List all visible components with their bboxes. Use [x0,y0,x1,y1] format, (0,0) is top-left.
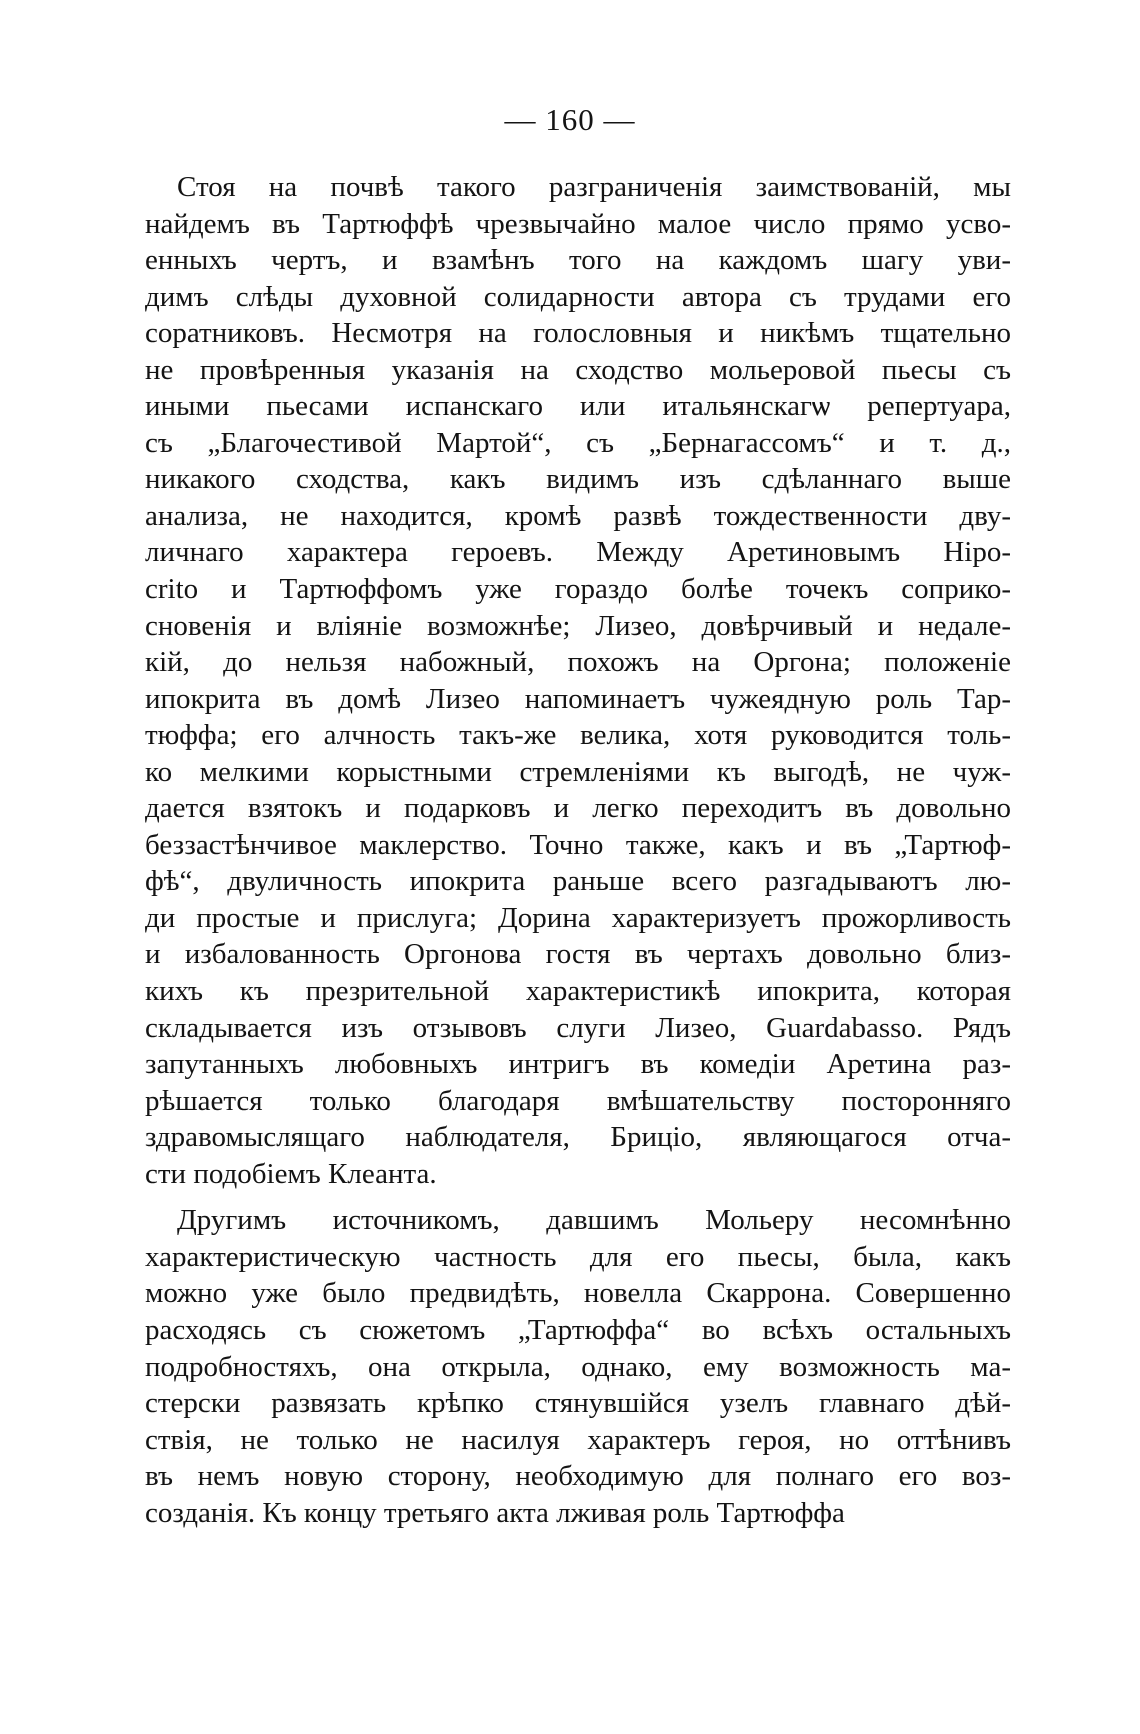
paragraph-gap [145,1192,1011,1202]
text-line: расходясь съ сюжетомъ „Тартюффа“ во всѣхъ остальныхъ [145,1313,1011,1346]
text-line: стерски развязать крѣпко стянувшійся узелъ главнаго дѣй- [145,1387,1011,1420]
text-line: анализа, не находится, кромѣ развѣ тождественности дву- [145,499,1011,532]
text-line: ипокрита въ домѣ Лизео напоминаетъ чужеядную роль Тар- [145,682,1011,715]
text-line: сти подобіемъ Клеанта. [145,1157,437,1190]
text-line: характеристическую частность для его пьесы, была, какъ [145,1240,1011,1273]
text-line: рѣшается только благодаря вмѣшательству посторонняго [145,1084,1011,1117]
text-line: здравомыслящаго наблюдателя, Бриціо, являющагося отча- [145,1121,1011,1154]
text-line: crito и Тартюффомъ уже гораздо болѣе точекъ соприко- [145,573,1011,606]
text-line: никакого сходства, какъ видимъ изъ сдѣланнаго выше [145,463,1011,496]
text-line: димъ слѣды духовной солидарности автора съ трудами его [145,280,1011,313]
page-number: — 160 — [504,102,636,137]
text-line: ди простые и прислуга; Дорина характеризуетъ прожорливость [145,901,1011,934]
text-line: Другимъ источникомъ, давшимъ Мольеру несомнѣнно [177,1204,1011,1237]
text-line: фѣ“, двуличность ипокрита раньше всего разгадываютъ лю- [145,865,1011,898]
text-line: запутанныхъ любовныхъ интригъ въ комедіи Аретина раз- [145,1048,1011,1081]
text-line: подробностяхъ, она открыла, однако, ему возможность ма- [145,1350,1011,1383]
text-line: иными пьесами испанскаго или итальянскагѡ репертуара, [145,390,1011,423]
text-line: сновенія и вліяніе возможнѣе; Лизео, довѣрчивый и недале- [145,609,1011,642]
text-line: ствія, не только не насилуя характеръ героя, но оттѣнивъ [145,1423,1011,1456]
text-line: енныхъ чертъ, и взамѣнъ того на каждомъ шагу уви- [145,244,1011,277]
text-line: складывается изъ отзывовъ слуги Лизео, Guardabasso. Рядъ [145,1011,1011,1044]
text-line: съ „Благочестивой Мартой“, съ „Бернагассомъ“ и т. д., [145,426,1011,459]
text-line: ко мелкими корыстными стремленіями къ выгодѣ, не чуж- [145,755,1011,788]
text-line: дается взятокъ и подарковъ и легко переходитъ въ довольно [145,792,1011,825]
paragraph-2 [145,1202,1011,1531]
text-line: въ немъ новую сторону, необходимую для полнаго его воз- [145,1460,1011,1493]
text-line: беззастѣнчивое маклерство. Точно также, какъ и въ „Тартюф- [145,828,1011,861]
paragraph-1 [145,169,1011,1192]
text-line: тюффа; его алчность такъ-же велика, хотя руководится толь- [145,719,1011,752]
text-line: можно уже было предвидѣть, новелла Скаррона. Совершенно [145,1277,1011,1310]
text-line: кій, до нельзя набожный, похожъ на Оргона; положеніе [145,646,1011,679]
body-text [145,169,1011,1531]
text-line: не провѣренныя указанія на сходство мольеровой пьесы съ [145,353,1011,386]
text-line: Стоя на почвѣ такого разграниченія заимствованій, мы [177,171,1011,203]
text-line: личнаго характера героевъ. Между Аретиновымъ Hipo- [145,536,1011,569]
text-line: соратниковъ. Несмотря на голословныя и никѣмъ тщательно [145,317,1011,350]
text-line: кихъ къ презрительной характеристикѣ ипокрита, которая [145,975,1011,1008]
text-line: и избалованность Оргонова гостя въ чертахъ довольно близ- [145,938,1011,971]
text-line: созданія. Къ концу третьяго акта лживая роль Тартюффа [145,1496,845,1529]
text-line: найдемъ въ Тартюффѣ чрезвычайно малое число прямо усво- [145,207,1011,240]
